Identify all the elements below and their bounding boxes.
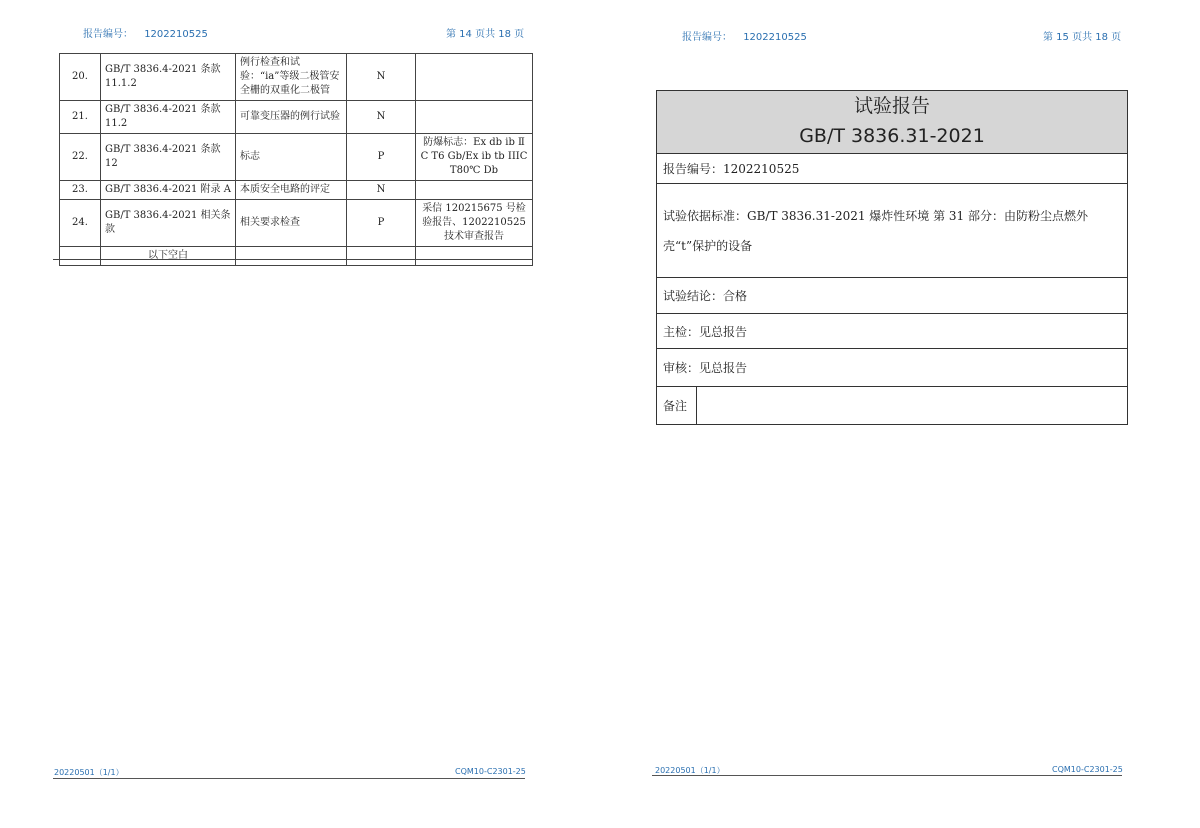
left-header-page-info: 第 14 页共 18 页 [446,29,525,40]
row-no: 21. [60,101,101,134]
left-footer-date: 20220501（1/1） [54,768,124,777]
test-basis-row [657,184,1127,278]
report-no-value: 1202210525 [144,29,208,40]
row-no: 22. [60,134,101,181]
row-item: 相关要求检查 [236,200,347,247]
inspector-row: 主检：见总报告 [657,314,1127,349]
reviewer-row: 审核：见总报告 [657,349,1127,387]
left-footer-code: CQM10-C2301-25 [455,767,526,776]
report-standard-title: GB/T 3836.31-2021 [799,125,985,147]
inspection-items-table [59,53,533,266]
row-remark [416,101,533,134]
row-no: 24. [60,200,101,247]
row-remark: 防爆标志：Ex db ib Ⅱ C T6 Gb/Ex ib tb IIIC T80℃ Db [416,134,533,181]
row-item: 例行检查和试验：“ia”等级二极管安全栅的双重化二极管 [236,54,347,101]
row-result: P [347,134,416,181]
table-row [60,181,533,200]
left-footer-rule [53,778,525,779]
table-row [60,101,533,134]
report-title: 试验报告 [853,95,930,117]
remarks-label: 备注 [657,387,697,424]
table-row [60,54,533,101]
row-remark [416,54,533,101]
row-standard: GB/T 3836.4-2021 条款 12 [101,134,236,181]
row-item: 标志 [236,134,347,181]
row-item: 可靠变压器的例行试验 [236,101,347,134]
table-bottom-rule [53,259,533,260]
row-result: P [347,200,416,247]
right-footer-code: CQM10-C2301-25 [1052,765,1123,774]
row-result: N [347,54,416,101]
row-result: N [347,101,416,134]
row-item: 本质安全电路的评定 [236,181,347,200]
row-standard: GB/T 3836.4-2021 附录 A [101,181,236,200]
row-result: N [347,181,416,200]
row-no: 23. [60,181,101,200]
table-row-blank [60,247,533,266]
row-remark [416,181,533,200]
right-page [600,0,1200,828]
row-no: 20. [60,54,101,101]
row-standard: GB/T 3836.4-2021 条款 11.2 [101,101,236,134]
test-basis-text: 试验依据标准：GB/T 3836.31-2021 爆炸性环境 第 31 部分：由防粉尘点燃外壳“t”保护的设备 [663,208,1089,253]
report-title-block [657,91,1127,154]
row-standard: GB/T 3836.4-2021 相关条款 [101,200,236,247]
left-header-report-no [83,25,208,40]
blank-note: 以下空白 [101,247,236,266]
right-header-report-no [682,28,807,43]
right-footer-rule [652,775,1122,776]
table-row [60,200,533,247]
report-no-value: 1202210525 [743,32,807,43]
row-remark: 采信 120215675 号检验报告、1202210525 技术审查报告 [416,200,533,247]
right-footer-date: 20220501（1/1） [655,766,725,775]
report-no-label: 报告编号： [682,32,732,43]
right-header-page-info: 第 15 页共 18 页 [1043,32,1122,43]
conclusion-row: 试验结论：合格 [657,278,1127,314]
report-no-label: 报告编号： [83,29,133,40]
remarks-row [657,387,1127,424]
row-standard: GB/T 3836.4-2021 条款 11.1.2 [101,54,236,101]
report-no-row: 报告编号：1202210525 [657,154,1127,184]
test-report-box [656,90,1128,425]
table-row [60,134,533,181]
